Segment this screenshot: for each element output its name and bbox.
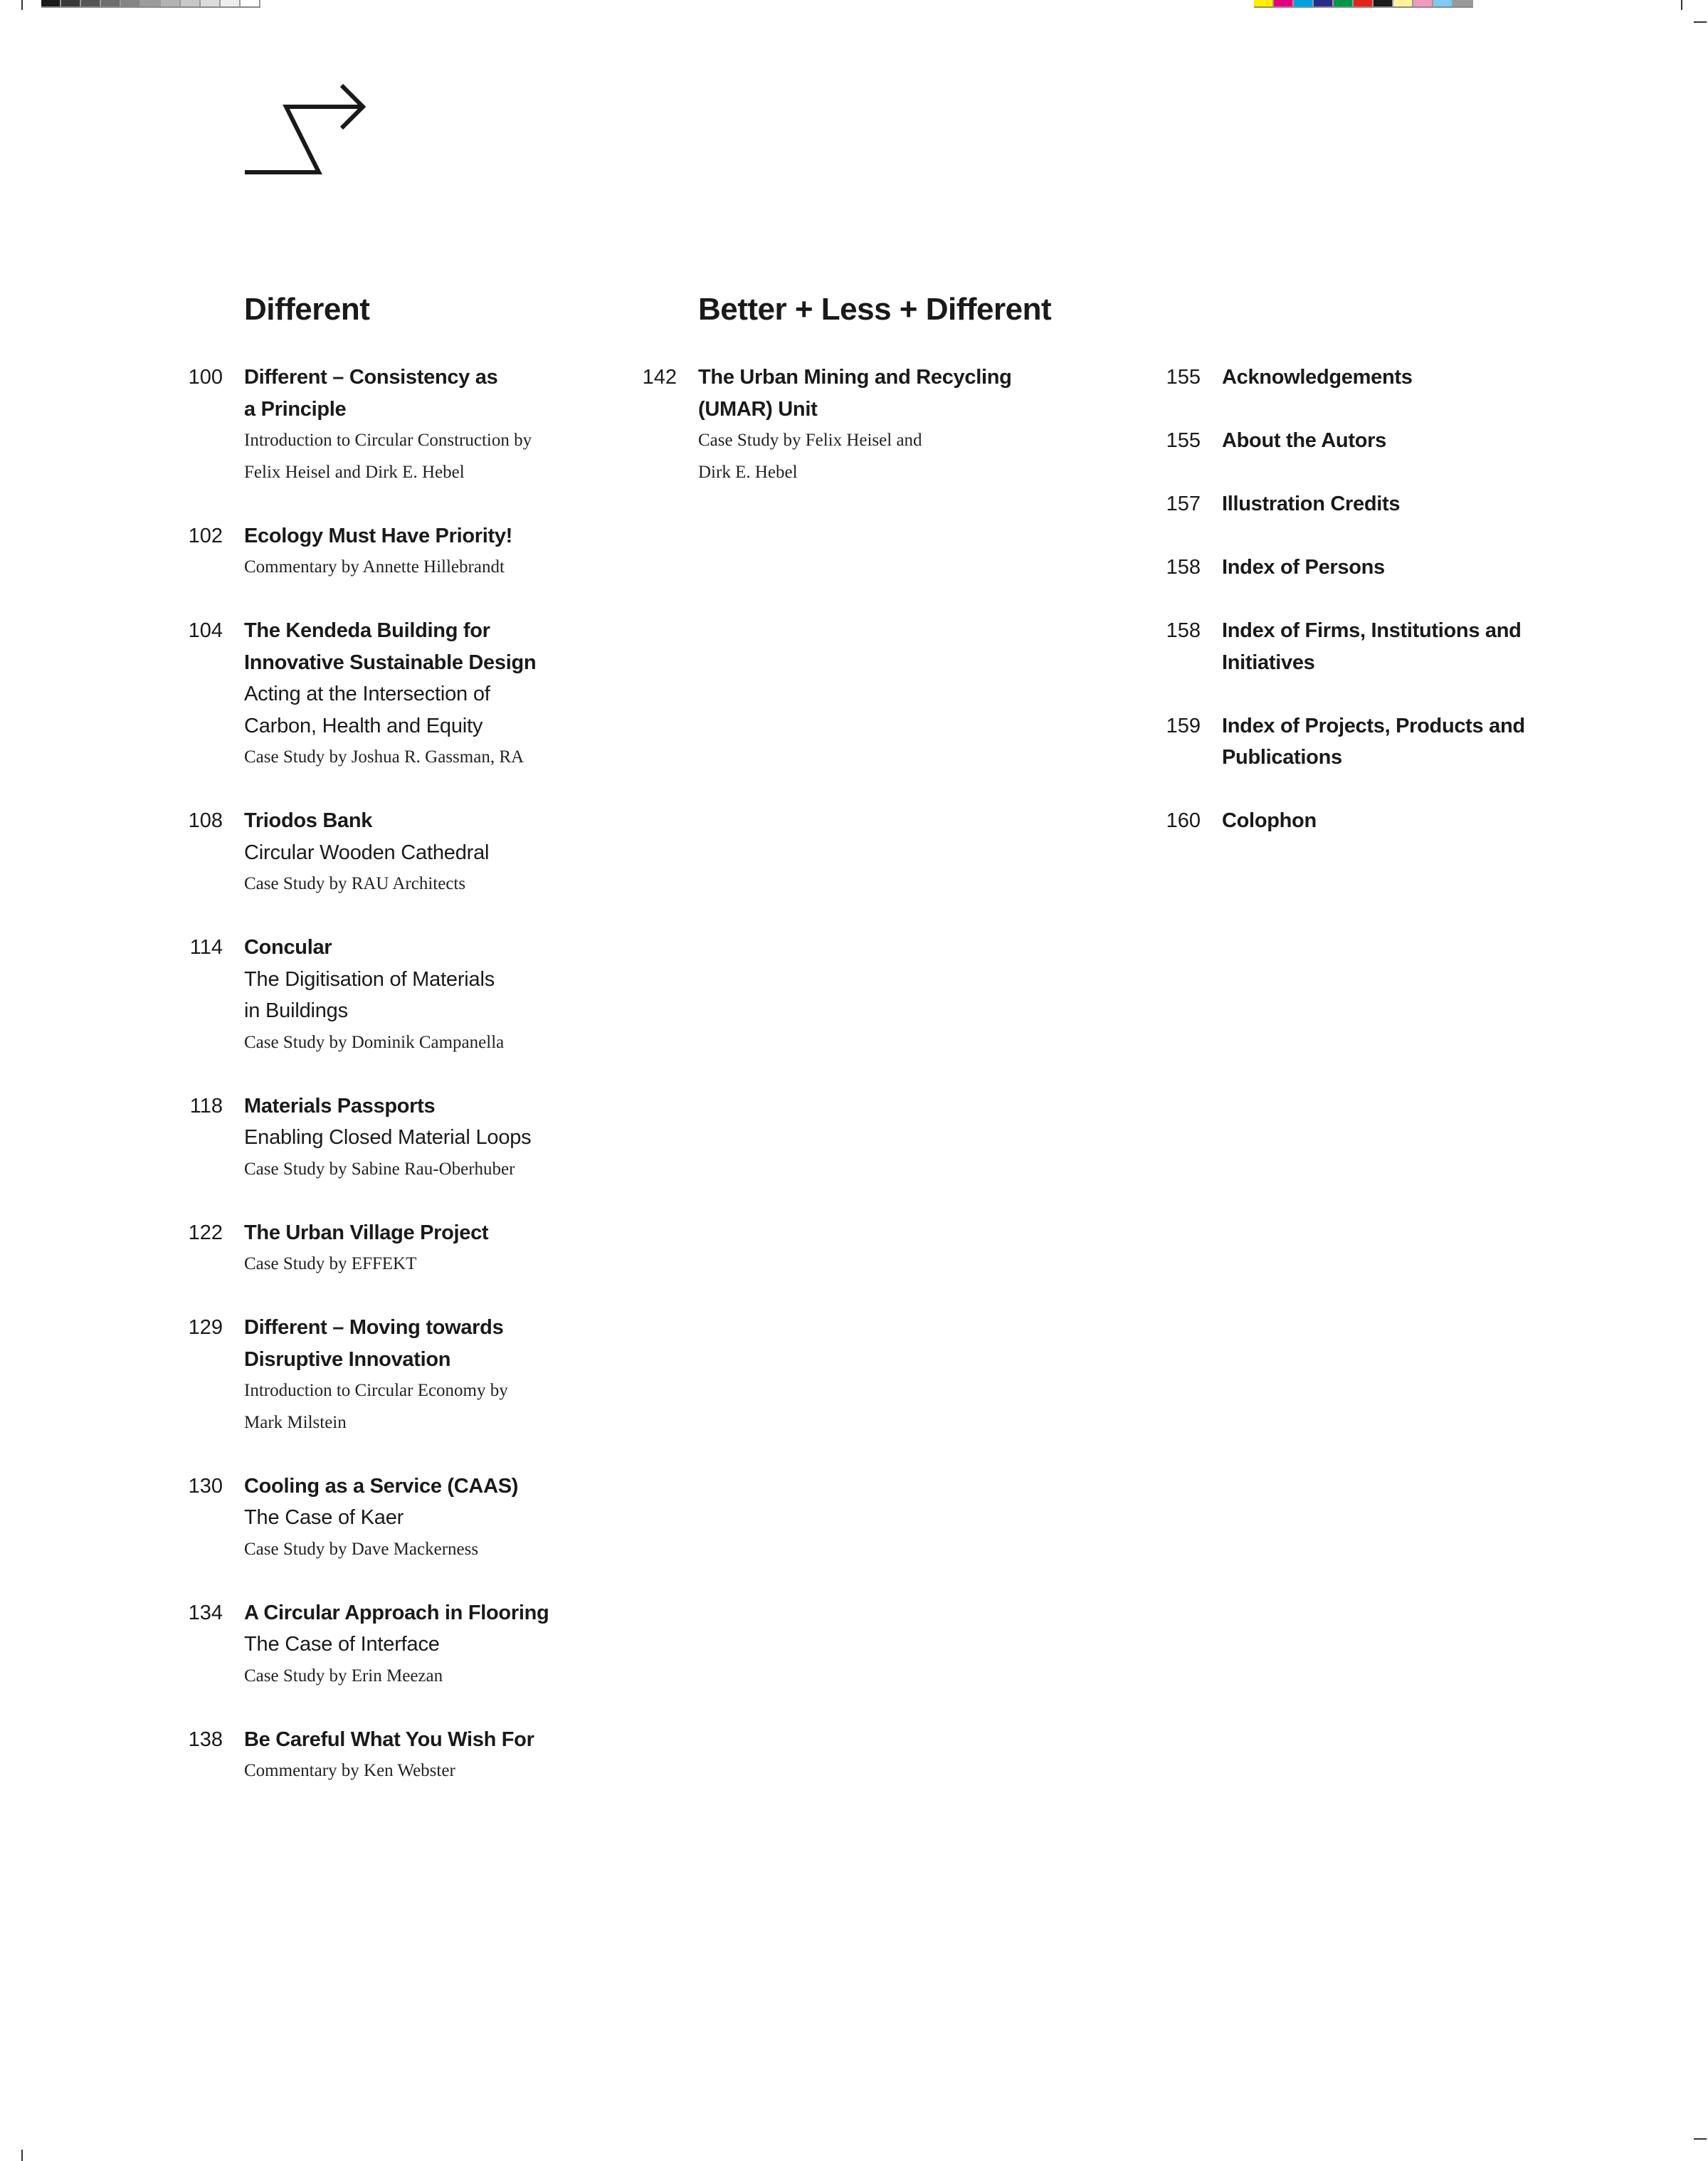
page-number: 130 bbox=[188, 1474, 223, 1498]
toc-entry[interactable] bbox=[188, 520, 549, 584]
toc-entry[interactable] bbox=[188, 1597, 549, 1693]
crop-mark bbox=[1681, 0, 1682, 10]
page-number: 129 bbox=[188, 1316, 223, 1339]
page-number: 102 bbox=[188, 524, 223, 547]
color-swatch bbox=[81, 0, 101, 6]
page-number: 134 bbox=[188, 1601, 223, 1624]
color-swatch bbox=[1274, 0, 1294, 6]
entry-subtitle: in Buildings bbox=[244, 999, 348, 1022]
page-number: 155 bbox=[1166, 366, 1201, 389]
toc-entry[interactable] bbox=[1166, 362, 1525, 394]
page-number: 159 bbox=[1166, 714, 1201, 737]
entry-title: Different – Consistency as bbox=[244, 366, 498, 389]
page-number: 160 bbox=[1166, 809, 1201, 832]
entry-title: a Principle bbox=[244, 397, 347, 421]
crop-mark bbox=[21, 0, 23, 10]
entry-title: Ecology Must Have Priority! bbox=[244, 524, 513, 547]
toc-entry[interactable] bbox=[1166, 488, 1525, 520]
entry-title: Index of Persons bbox=[1222, 556, 1385, 579]
color-swatch bbox=[1354, 0, 1374, 6]
entry-subtitle: Circular Wooden Cathedral bbox=[244, 841, 490, 864]
entry-subtitle: Acting at the Intersection of bbox=[244, 683, 490, 705]
page-number: 158 bbox=[1166, 556, 1201, 579]
entry-title: Materials Passports bbox=[244, 1094, 436, 1118]
entry-title: Innovative Sustainable Design bbox=[244, 651, 537, 674]
entry-subtitle: Enabling Closed Material Loops bbox=[244, 1126, 532, 1149]
color-swatch bbox=[101, 0, 121, 6]
entry-subtitle: Carbon, Health and Equity bbox=[244, 714, 483, 737]
color-swatch bbox=[61, 0, 81, 6]
color-swatch bbox=[201, 0, 221, 6]
page-number: 138 bbox=[188, 1728, 223, 1751]
entry-subtitle: The Case of Interface bbox=[244, 1633, 440, 1656]
page-number: 155 bbox=[1166, 429, 1201, 452]
entry-title: Concular bbox=[244, 936, 332, 959]
entry-title: The Urban Mining and Recycling bbox=[698, 366, 1012, 389]
section-heading-different: Different bbox=[244, 292, 370, 327]
crop-mark bbox=[21, 2150, 23, 2161]
zigzag-arrow-icon bbox=[242, 80, 370, 179]
entry-byline: Mark Milstein bbox=[244, 1412, 347, 1432]
cmyk-color-bar bbox=[1254, 0, 1473, 8]
color-swatch bbox=[121, 0, 141, 6]
page-number: 114 bbox=[189, 936, 223, 959]
toc-entry[interactable] bbox=[188, 1471, 549, 1566]
entry-subtitle: The Case of Kaer bbox=[244, 1506, 404, 1529]
color-swatch bbox=[161, 0, 181, 6]
toc-entry[interactable] bbox=[188, 615, 549, 774]
color-swatch bbox=[221, 0, 241, 6]
entry-title: Illustration Credits bbox=[1222, 493, 1401, 515]
toc-entry[interactable] bbox=[189, 1090, 549, 1186]
page-number: 100 bbox=[188, 366, 223, 389]
entry-title: The Urban Village Project bbox=[244, 1221, 489, 1244]
toc-entry[interactable] bbox=[188, 1312, 549, 1439]
entry-title: Different – Moving towards bbox=[244, 1316, 504, 1339]
toc-column-better-less-different bbox=[642, 362, 1012, 520]
color-swatch bbox=[181, 0, 201, 6]
color-swatch bbox=[1453, 0, 1473, 6]
toc-entry[interactable] bbox=[642, 362, 1012, 488]
entry-byline: Case Study by Dominik Campanella bbox=[244, 1032, 505, 1052]
entry-byline: Commentary by Ken Webster bbox=[244, 1761, 455, 1780]
entry-byline: Case Study by Joshua R. Gassman, RA bbox=[244, 747, 524, 767]
toc-entry[interactable] bbox=[188, 362, 549, 488]
crop-mark bbox=[1694, 21, 1707, 23]
page-number: 108 bbox=[188, 809, 223, 832]
entry-title: Initiatives bbox=[1222, 651, 1315, 674]
color-swatch bbox=[1374, 0, 1393, 6]
toc-column-appendix bbox=[1166, 362, 1525, 868]
toc-column-different bbox=[188, 362, 549, 1819]
page-number: 104 bbox=[188, 619, 223, 642]
entry-byline: Introduction to Circular Construction by bbox=[244, 431, 532, 450]
grayscale-color-bar bbox=[41, 0, 260, 8]
entry-title: The Kendeda Building for bbox=[244, 619, 490, 642]
toc-entry[interactable] bbox=[188, 805, 549, 900]
entry-byline: Case Study by Sabine Rau-Oberhuber bbox=[244, 1159, 515, 1179]
color-swatch bbox=[1334, 0, 1354, 6]
color-swatch bbox=[1314, 0, 1334, 6]
entry-title: Index of Firms, Institutions and bbox=[1222, 619, 1522, 642]
toc-entry[interactable] bbox=[1166, 425, 1525, 457]
color-swatch bbox=[1294, 0, 1314, 6]
entry-title: Publications bbox=[1222, 746, 1342, 769]
entry-byline: Case Study by RAU Architects bbox=[244, 874, 466, 893]
crop-mark bbox=[1694, 2138, 1707, 2140]
entry-title: (UMAR) Unit bbox=[698, 397, 818, 421]
toc-entry[interactable] bbox=[189, 932, 549, 1058]
entry-byline: Commentary by Annette Hillebrandt bbox=[244, 557, 505, 577]
entry-byline: Introduction to Circular Economy by bbox=[244, 1381, 508, 1400]
entry-title: Index of Projects, Products and bbox=[1222, 714, 1525, 737]
color-swatch bbox=[141, 0, 161, 6]
page-number: 118 bbox=[189, 1094, 223, 1118]
toc-entry[interactable] bbox=[1166, 615, 1525, 678]
color-swatch bbox=[1433, 0, 1453, 6]
color-swatch bbox=[1413, 0, 1433, 6]
toc-entry[interactable] bbox=[1166, 805, 1525, 837]
toc-entry[interactable] bbox=[188, 1724, 549, 1787]
page-number: 142 bbox=[642, 366, 677, 389]
page-number: 157 bbox=[1166, 493, 1201, 515]
entry-title: Be Careful What You Wish For bbox=[244, 1728, 534, 1751]
color-swatch bbox=[1254, 0, 1274, 6]
color-swatch bbox=[41, 0, 61, 6]
page-number: 158 bbox=[1166, 619, 1201, 642]
entry-title: Triodos Bank bbox=[244, 809, 373, 832]
page-number: 122 bbox=[188, 1221, 223, 1244]
entry-title: Acknowledgements bbox=[1222, 366, 1413, 389]
toc-entry[interactable] bbox=[1166, 552, 1525, 584]
entry-title: About the Autors bbox=[1222, 429, 1386, 452]
entry-byline: Case Study by EFFEKT bbox=[244, 1254, 417, 1273]
color-swatch bbox=[1393, 0, 1413, 6]
entry-title: Colophon bbox=[1222, 809, 1317, 832]
toc-entry[interactable] bbox=[188, 1217, 549, 1281]
toc-entry[interactable] bbox=[1166, 710, 1525, 774]
entry-title: Cooling as a Service (CAAS) bbox=[244, 1474, 519, 1498]
entry-byline: Felix Heisel and Dirk E. Hebel bbox=[244, 462, 465, 482]
entry-byline: Case Study by Erin Meezan bbox=[244, 1666, 443, 1686]
entry-byline: Case Study by Dave Mackerness bbox=[244, 1539, 479, 1559]
color-swatch bbox=[241, 0, 260, 6]
entry-title: A Circular Approach in Flooring bbox=[244, 1601, 549, 1624]
entry-title: Disruptive Innovation bbox=[244, 1347, 451, 1371]
entry-byline: Dirk E. Hebel bbox=[698, 462, 798, 482]
entry-subtitle: The Digitisation of Materials bbox=[244, 967, 495, 991]
entry-byline: Case Study by Felix Heisel and bbox=[698, 431, 922, 450]
section-heading-better-less-different: Better + Less + Different bbox=[698, 292, 1052, 327]
